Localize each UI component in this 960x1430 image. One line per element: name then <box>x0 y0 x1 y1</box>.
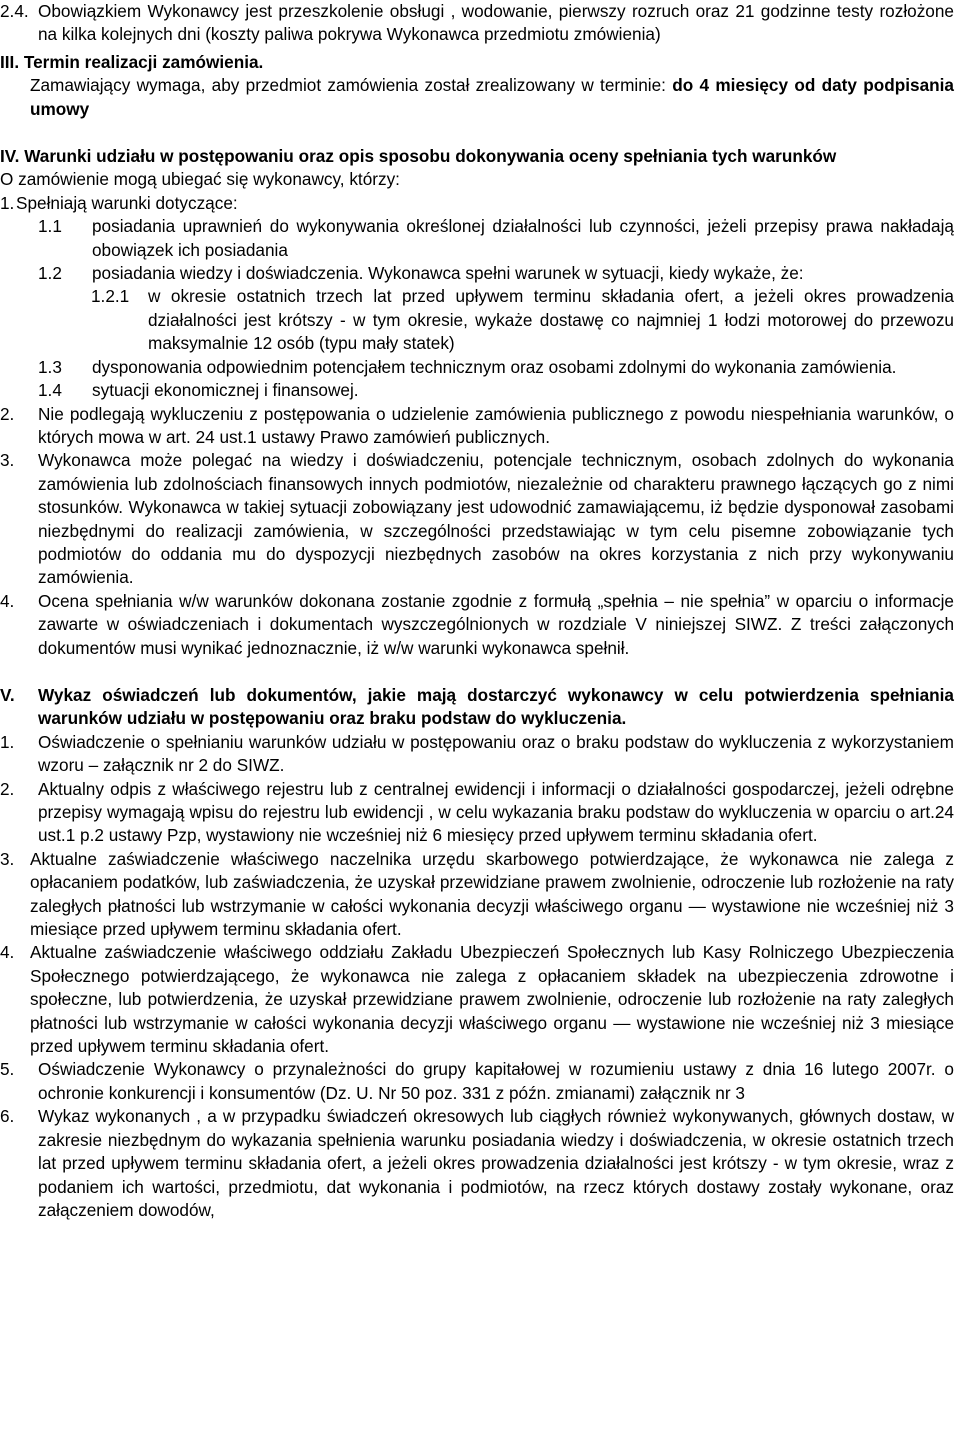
item-text: posiadania wiedzy i doświadczenia. Wykonawca spełni warunek w sytuacji, kiedy wykaże, że: <box>92 263 804 284</box>
section-number: V. <box>0 684 15 705</box>
list-item <box>0 941 954 1058</box>
item-number: 1.4 <box>38 380 62 401</box>
item-number: 1. <box>0 731 15 752</box>
section-title: Wykaz oświadczeń lub dokumentów, jakie mają dostarczyć wykonawcy w celu potwierdzenia spełniania warunków udziału w postępowaniu oraz braku podstaw do wykluczenia. <box>38 684 954 729</box>
item-number: 5. <box>0 1059 15 1080</box>
item-text: Aktualny odpis z właściwego rejestru lub z centralnej ewidencji i informacji o działalności gospodarczej, jeżeli odrębne przepisy wymagają wpisu do rejestru lub ewidencji , w celu wykazania braku podstaw do wykluczenia w oparciu o art.24 ust.1 p.2 ustawy Pzp, wystawiony nie wcześniej niż 6 miesięcy przed upływem terminu składania ofert. <box>38 778 954 846</box>
item-text: Wykonawca może polegać na wiedzy i doświadczeniu, potencjale technicznym, osobach zdolnych do wykonania zamówienia lub zdolnościach finansowych innych podmiotów, niezależnie od charakteru prawnego łączących go z nimi stosunków. Wykonawca w takiej sytuacji zobowiązany jest udowodnić zamawiającemu, iż będzie dysponował zasobami niezbędnymi do realizacji zamówienia, w szczególności przedstawiając w tym celu pisemne zobowiązanie tych podmiotów do oddania mu do dyspozycji niezbędnych zasobów na okres korzystania z nich przy wykonywaniu zamówienia. <box>38 450 954 588</box>
condition-4 <box>0 590 954 660</box>
item-text: Oświadczenie Wykonawcy o przynależności do grupy kapitałowej w rozumieniu ustawy z dnia 16 lutego 2007r. o ochronie konkurencji i konsumentów (Dz. U. Nr 50 poz. 331 z późn. zmianami) załącznik nr 3 <box>38 1059 954 1103</box>
section-iv-intro: O zamówienie mogą ubiegać się wykonawcy, którzy: <box>0 169 400 190</box>
section-iii-heading: III. Termin realizacji zamówienia. <box>0 51 264 72</box>
condition-3 <box>0 449 954 589</box>
section-2-4 <box>0 0 954 47</box>
item-text: Oświadczenie o spełnianiu warunków udziału w postępowaniu oraz o braku podstaw do wykluczenia z wykorzystaniem wzoru – załącznik nr 2 do SIWZ. <box>38 731 954 776</box>
item-text: Nie podlegają wykluczeniu z postępowania o udzielenie zamówienia publicznego z powodu niespełniania warunków, o których mowa w art. 24 ust.1 ustawy Prawo zamówień publicznych. <box>38 403 954 447</box>
item-number: 6. <box>0 1106 15 1127</box>
list-item <box>0 1058 954 1105</box>
section-v-heading <box>0 684 954 731</box>
item-text: Aktualne zaświadczenie właściwego naczelnika urzędu skarbowego potwierdzające, że wykonawca nie zalega z opłacaniem podatków, lub zaświadczenia, że uzyskał przewidziane prawem zwolnienie, odroczenie lub rozłożenie na raty zaległych płatności lub wstrzymanie w całości wykonania decyzji właściwego organu — wystawione nie wcześniej niż 3 miesiące przed upływem terminu składania ofert. <box>30 848 954 940</box>
section-iv-heading: IV. Warunki udziału w postępowaniu oraz opis sposobu dokonywania oceny spełniania tych warunków <box>0 146 837 167</box>
item-text: w okresie ostatnich trzech lat przed upływem terminu składania ofert, a jeżeli okres prowadzenia działalności jest krótszy - w tym okresie, wykaże dostawę co najmniej 1 łodzi motorowej do przewozu maksymalnie 12 osób (typu mały statek) <box>148 286 954 354</box>
item-number: 1.3 <box>38 356 62 377</box>
condition-1-2-1 <box>0 285 954 355</box>
item-text: Aktualne zaświadczenie właściwego oddziału Zakładu Ubezpieczeń Społecznych lub Kasy Rolniczego Ubezpieczenia Społecznego potwierdzającego, że wykonawca nie zalega z opłacaniem składek na ubezpieczenia zdrowotne i społeczne, lub potwierdzenia, że uzyskał przewidziane prawem zwolnienie, odroczenie lub rozłożenie na raty zaległych płatności lub wstrzymanie w całości wykonania decyzji właściwego organu — wystawione nie wcześniej niż 3 miesiące przed upływem terminu składania ofert. <box>30 942 954 1057</box>
document-list <box>0 731 954 1223</box>
item-number: 4. <box>0 942 15 963</box>
item-text: dysponowania odpowiednim potencjałem technicznym oraz osobami zdolnymi do wykonania zamówienia. <box>92 356 897 377</box>
condition-1-1 <box>0 215 954 262</box>
item-number: 1. <box>0 192 15 213</box>
condition-1-4 <box>0 379 954 402</box>
item-number: 2.4. <box>0 1 29 21</box>
condition-1-3 <box>0 356 954 379</box>
item-text: Obowiązkiem Wykonawcy jest przeszkolenie obsługi , wodowanie, pierwszy rozruch oraz 21 godzinne testy rozłożone na kilka kolejnych dni (koszty paliwa pokrywa Wykonawca przedmiotu zmówienia) <box>38 1 954 45</box>
item-text: Wykaz wykonanych , a w przypadku świadczeń okresowych lub ciągłych również wykonywanych, głównych dostaw, w zakresie niezbędnym do wykazania spełnienia warunku posiadania wiedzy i doświadczenia, w okresie ostatnich trzech lat przed upływem terminu składania ofert, a jeżeli okres prowadzenia działalności jest krótszy - w tym okresie, wraz z podaniem ich wartości, przedmiotu, dat wykonania i podmiotów, na rzecz których dostawy zostały wykonane, oraz załączeniem dowodów, <box>38 1106 954 1220</box>
deadline-value: do 4 miesięcy od daty podpisania umowy <box>30 75 954 119</box>
list-item <box>0 1105 954 1222</box>
item-number: 1.2 <box>38 263 62 284</box>
item-text: Spełniają warunki dotyczące: <box>16 192 238 213</box>
item-number: 1.1 <box>38 216 62 237</box>
condition-1-2 <box>0 262 954 285</box>
item-number: 4. <box>0 590 15 611</box>
item-number: 1.2.1 <box>91 286 130 307</box>
item-number: 2. <box>0 778 15 799</box>
item-number: 3. <box>0 450 15 471</box>
list-item <box>0 731 954 778</box>
item-number: 3. <box>0 848 15 869</box>
item-text: sytuacji ekonomicznej i finansowej. <box>92 380 359 401</box>
condition-1 <box>0 192 954 215</box>
item-text: posiadania uprawnień do wykonywania określonej działalności lub czynności, jeżeli przepisy prawa nakładają obowiązek ich posiadania <box>92 216 954 260</box>
deadline-intro: Zamawiający wymaga, aby przedmiot zamówienia został zrealizowany w terminie: <box>30 75 673 96</box>
section-iii-text <box>0 74 954 121</box>
condition-2 <box>0 403 954 450</box>
list-item <box>0 778 954 848</box>
item-number: 2. <box>0 403 15 424</box>
item-text: Ocena spełniania w/w warunków dokonana zostanie zgodnie z formułą „spełnia – nie spełnia” w oparciu o informacje zawarte w oświadczeniach i dokumentach wyszczególnionych w rozdziale V niniejszej SIWZ. Z treści załączonych dokumentów musi wynikać jednoznacznie, iż w/w warunki wykonawca spełnił. <box>38 590 954 658</box>
list-item <box>0 848 954 942</box>
